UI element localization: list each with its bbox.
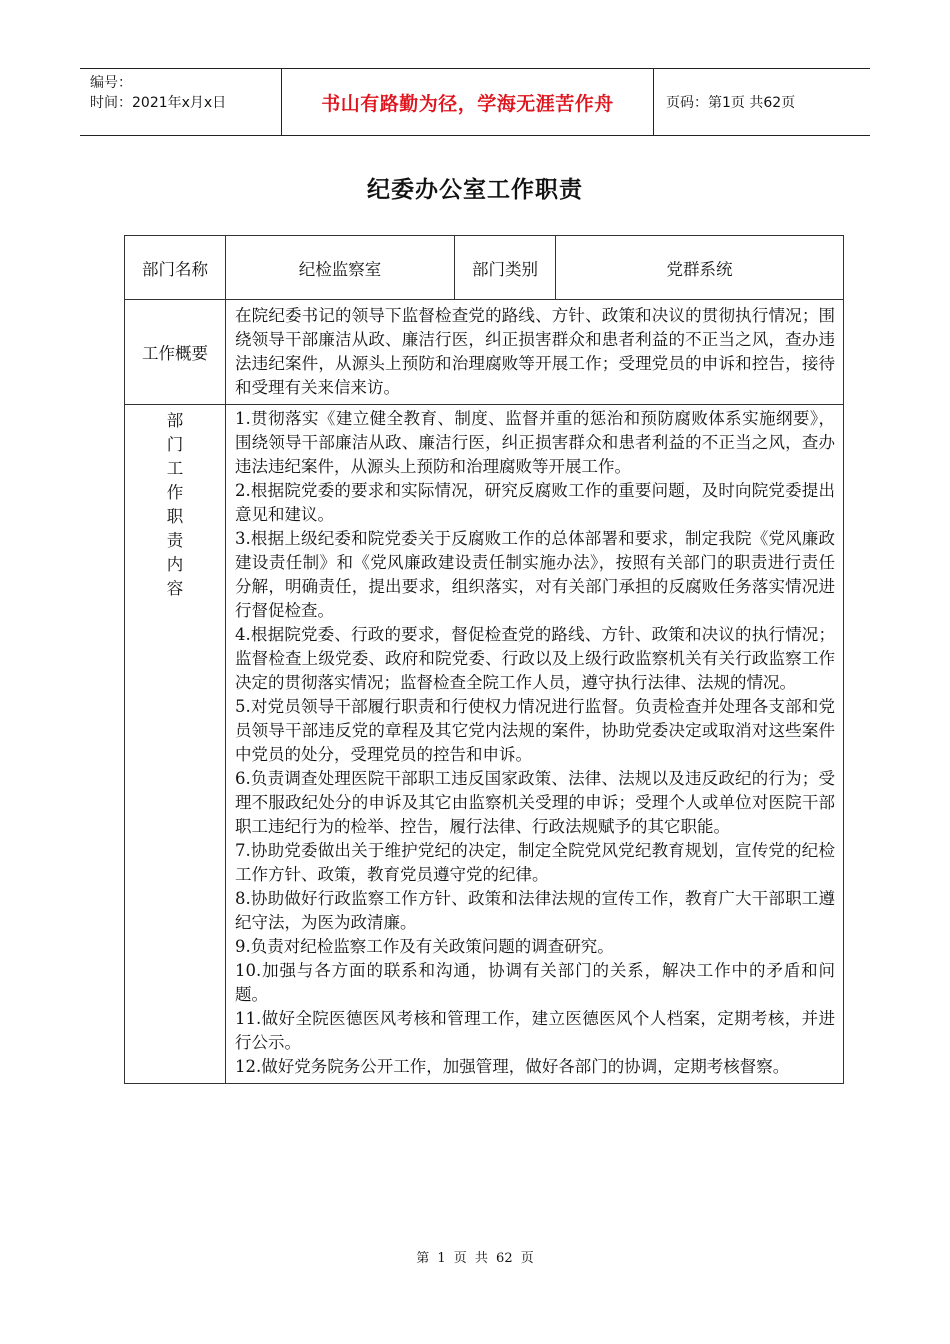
page-header [80, 68, 870, 136]
duty-item: 6.负责调查处理医院干部职工违反国家政策、法律、法规以及违反政纪的行为；受理不服政纪处分的申诉及其它由监察机关受理的申诉；受理个人或单位对医院干部职工违纪行为的检举、控告，履行法律、行政法规赋予的其它职能。 [235, 769, 835, 836]
duties-label-char: 责 [166, 531, 184, 550]
document-title: 纪委办公室工作职责 [367, 176, 583, 203]
header-motto-cell [282, 69, 654, 135]
overview-row [125, 300, 844, 405]
duty-item: 4.根据院党委、行政的要求，督促检查党的路线、方针、政策和决议的执行情况；监督检查上级党委、政府和院党委、行政以及上级行政监察机关有关行政监察工作决定的贯彻落实情况；监督检查全院工作人员，遵守执行法律、法规的情况。 [235, 625, 835, 692]
duty-item: 2.根据院党委的要求和实际情况，研究反腐败工作的重要问题，及时向院党委提出意见和建议。 [235, 481, 835, 524]
duties-label [125, 405, 226, 1084]
duty-table [124, 235, 844, 1084]
header-number-label: 编号： [90, 75, 132, 91]
header-motto: 书山有路勤为径，学海无涯苦作舟 [321, 92, 614, 115]
duties-label-char: 作 [166, 483, 184, 502]
duties-label-char: 工 [166, 459, 184, 478]
duty-item: 11.做好全院医德医风考核和管理工作，建立医德医风个人档案，定期考核，并进行公示。 [235, 1009, 835, 1052]
duties-row [125, 405, 844, 1084]
dept-type-label: 部门类别 [455, 236, 556, 300]
duties-content [226, 405, 844, 1084]
dept-name-label: 部门名称 [125, 236, 226, 300]
duties-label-char: 容 [166, 579, 184, 598]
duty-item: 5.对党员领导干部履行职责和行使权力情况进行监督。负责检查并处理各支部和党员领导干部违反党的章程及其它党内法规的案件，协助党委决定或取消对这些案件中党员的处分，受理党员的控告和申诉。 [235, 697, 835, 764]
dept-name-value: 纪检监察室 [226, 236, 455, 300]
duties-label-char: 内 [166, 555, 184, 574]
dept-info-row [125, 236, 844, 300]
duty-item: 1.贯彻落实《建立健全教育、制度、监督并重的惩治和预防腐败体系实施纲要》，围绕领导干部廉洁从政、廉洁行医，纠正损害群众和患者利益的不正当之风，查办违法违纪案件，从源头上预防和治理腐败等开展工作。 [235, 409, 835, 476]
dept-type-value: 党群系统 [556, 236, 844, 300]
duty-item: 10.加强与各方面的联系和沟通，协调有关部门的关系，解决工作中的矛盾和问题。 [235, 961, 835, 1004]
overview-label: 工作概要 [125, 300, 226, 405]
header-meta [80, 69, 282, 135]
overview-text: 在院纪委书记的领导下监督检查党的路线、方针、政策和决议的贯彻执行情况；围绕领导干部廉洁从政、廉洁行医，纠正损害群众和患者利益的不正当之风，查办违法违纪案件，从源头上预防和治理腐败等开展工作；受理党员的申诉和控告，接待和受理有关来信来访。 [226, 300, 844, 405]
duties-label-char: 部 [166, 411, 184, 430]
duties-label-char: 门 [166, 435, 184, 454]
page-footer: 第 1 页 共 62 页 [416, 1251, 534, 1266]
duty-item: 8.协助做好行政监察工作方针、政策和法律法规的宣传工作，教育广大干部职工遵纪守法，为医为政清廉。 [235, 889, 835, 932]
duty-item: 12.做好党务院务公开工作，加强管理，做好各部门的协调，定期考核督察。 [235, 1057, 790, 1076]
duty-item: 7.协助党委做出关于维护党纪的决定，制定全院党风党纪教育规划，宣传党的纪检工作方针、政策，教育党员遵守党的纪律。 [235, 841, 835, 884]
duty-item: 9.负责对纪检监察工作及有关政策问题的调查研究。 [235, 937, 614, 956]
duties-label-char: 职 [166, 507, 184, 526]
header-time-label: 时间：2021年x月x日 [90, 95, 227, 111]
duty-item: 3.根据上级纪委和院党委关于反腐败工作的总体部署和要求，制定我院《党风廉政建设责任制》和《党风廉政建设责任制实施办法》，按照有关部门的职责进行责任分解，明确责任，提出要求，组织落实，对有关部门承担的反腐败任务落实情况进行督促检查。 [235, 529, 835, 620]
header-page-info: 页码：第1页 共62页 [666, 95, 796, 111]
